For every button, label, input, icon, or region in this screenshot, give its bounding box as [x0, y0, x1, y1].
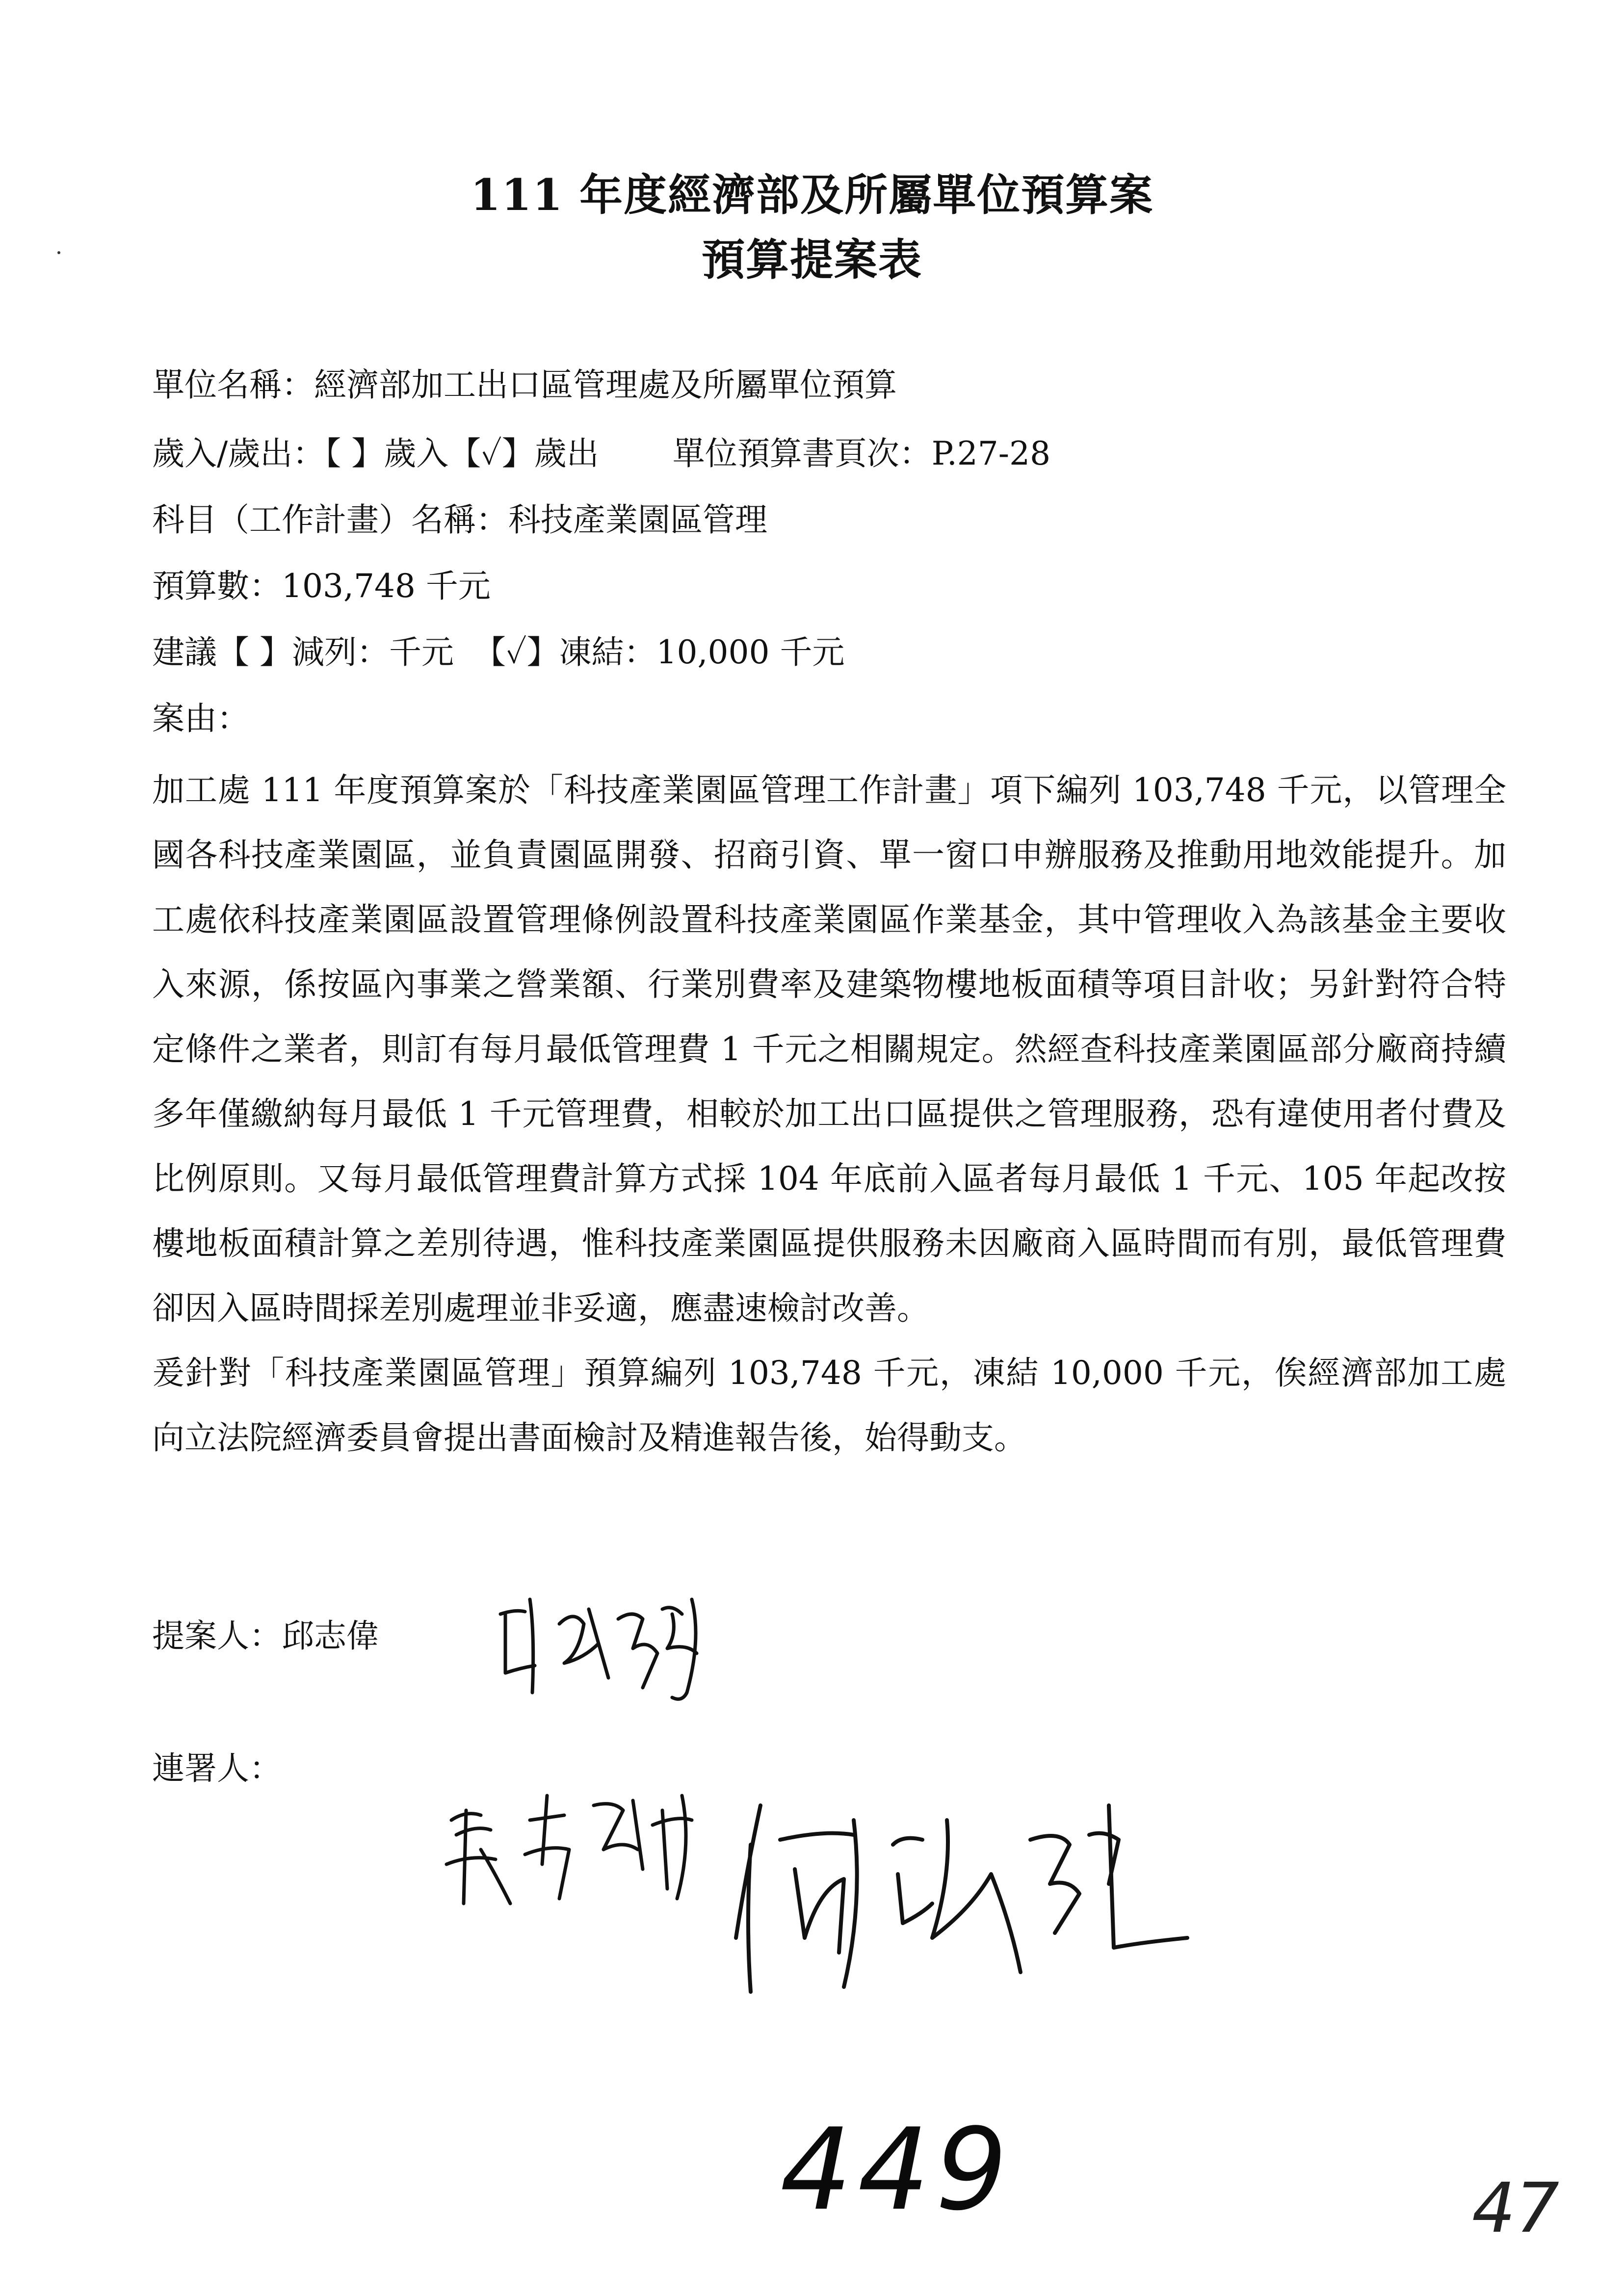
proposer-label: 提案人：邱志偉 [152, 1617, 379, 1655]
cosigner-signature-2 [716, 1776, 1197, 2011]
reason-label: 案由： [152, 700, 249, 737]
revenue-expense-row [152, 432, 1050, 476]
budget-amount-field: 預算數：103,748 千元 [152, 567, 491, 605]
handwritten-page-mark: 47 [1472, 2168, 1560, 2248]
reason-paragraph-1: 加工處 111 年度預算案於「科技產業園區管理工作計畫」項下編列 103,748 千元，以管理全國各科技產業園區，並負責園區開發、招商引資、單一窗口申辦服務及推動用地效能提升。加工處依科技產業園區設置管理條例設置科技產業園區作業基金，其中管理收入為該基金主要收入來源，係按區內事業之營業額、行業別費率及建築物樓地板面積等項目計收；另針對符合特定條件之業者，則訂有每月最低管理費 1 千元之相關規定。然經查科技產業園區部分廠商持續多年僅繳納每月最低 1 千元管理費，相較於加工出口區提供之管理服務，恐有違使用者付費及比例原則。又每月最低管理費計算方式採 104 年底前入區者每月最低 1 千元、105 年起改按樓地板面積計算之差別待遇，惟科技產業園區提供服務未因廠商入區時間而有別，最低管理費卻因入區時間採差別處理並非妥適，應盡速檢討改善。 [152, 771, 1506, 1327]
proposer-signature [486, 1580, 741, 1712]
handwritten-number: 449 [780, 2105, 1013, 2236]
revenue-expense-field: 歲入/歲出：【 】歲入【✓】歲出 [152, 435, 599, 472]
budget-page-field: 單位預算書頁次：P.27-28 [672, 435, 1051, 472]
document-title: 111 年度經濟部及所屬單位預算案 [470, 169, 1154, 220]
unit-name-field: 單位名稱：經濟部加工出口區管理處及所屬單位預算 [152, 366, 897, 404]
reason-body [152, 758, 1506, 1470]
suggestion-row [152, 630, 844, 675]
subject-field: 科目（工作計畫）名稱：科技產業園區管理 [152, 501, 767, 539]
suggestion-cut-field: 建議【 】減列：千元 [152, 633, 454, 671]
reason-paragraph-2: 爰針對「科技產業園區管理」預算編列 103,748 千元，凍結 10,000 千元，俟經濟部加工處向立法院經濟委員會提出書面檢討及精進報告後，始得動支。 [152, 1354, 1506, 1457]
document-subtitle: 預算提案表 [701, 234, 922, 285]
suggestion-freeze-field: 【✓】凍結：10,000 千元 [473, 633, 845, 671]
cosigner-signature-1 [437, 1766, 711, 1928]
cosigner-label: 連署人： [152, 1749, 282, 1787]
